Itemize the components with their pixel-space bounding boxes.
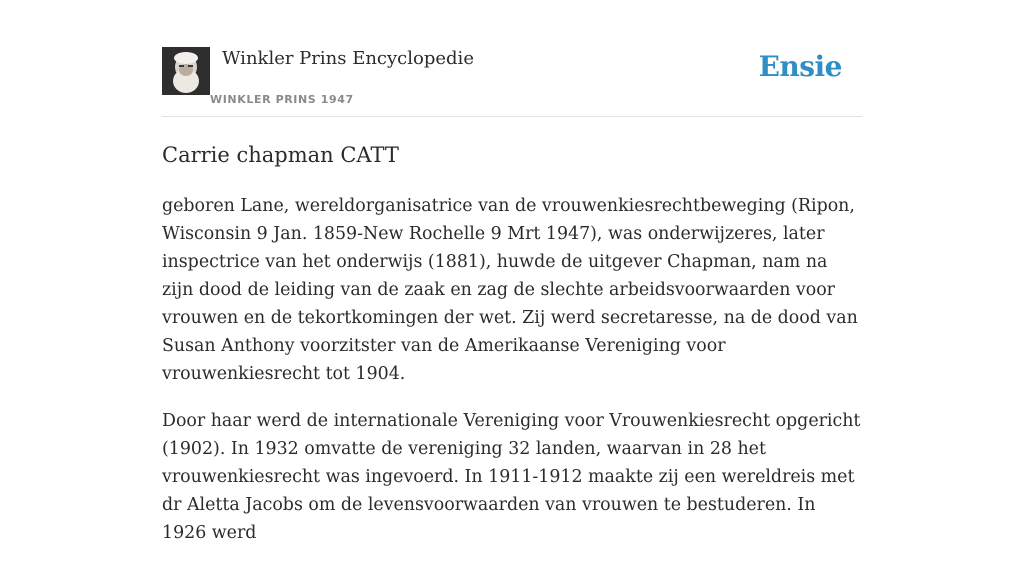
collection-label[interactable]: WINKLER PRINS 1947 (210, 93, 354, 106)
article-paragraph: Door haar werd de internationale Vereniging voor Vrouwenkiesrecht opgericht (1902). In 1932 omvatte de vereniging 32 landen, waarvan in 28 het vrouwenkiesrecht was ingevoerd. In 1911-1912 maakte zij een wereldreis met dr Aletta Jacobs om de levensvoorwaarden van vrouwen te bestuderen. In 1926 werd (162, 411, 861, 543)
brand-logo[interactable]: Ensie (758, 50, 842, 83)
article-body (162, 192, 862, 566)
article-title: Carrie chapman CATT (162, 143, 399, 167)
site-header (162, 0, 862, 117)
site-name[interactable]: Winkler Prins Encyclopedie (222, 48, 474, 69)
avatar[interactable] (162, 47, 210, 95)
portrait-icon (162, 47, 210, 95)
article-paragraph: geboren Lane, wereldorganisatrice van de vrouwenkiesrechtbeweging (Ripon, Wisconsin 9 Jan. 1859-New Rochelle 9 Mrt 1947), was onderwijzeres, later inspectrice van het onderwijs (1881), huwde de uitgever Chapman, nam na zijn dood de leiding van de zaak en zag de slechte arbeidsvoorwaarden voor vrouwen en de tekortkomingen der wet. Zij werd secretaresse, na de dood van Susan Anthony voorzitster van de Amerikaanse Vereniging voor vrouwenkiesrecht tot 1904. (162, 196, 858, 384)
